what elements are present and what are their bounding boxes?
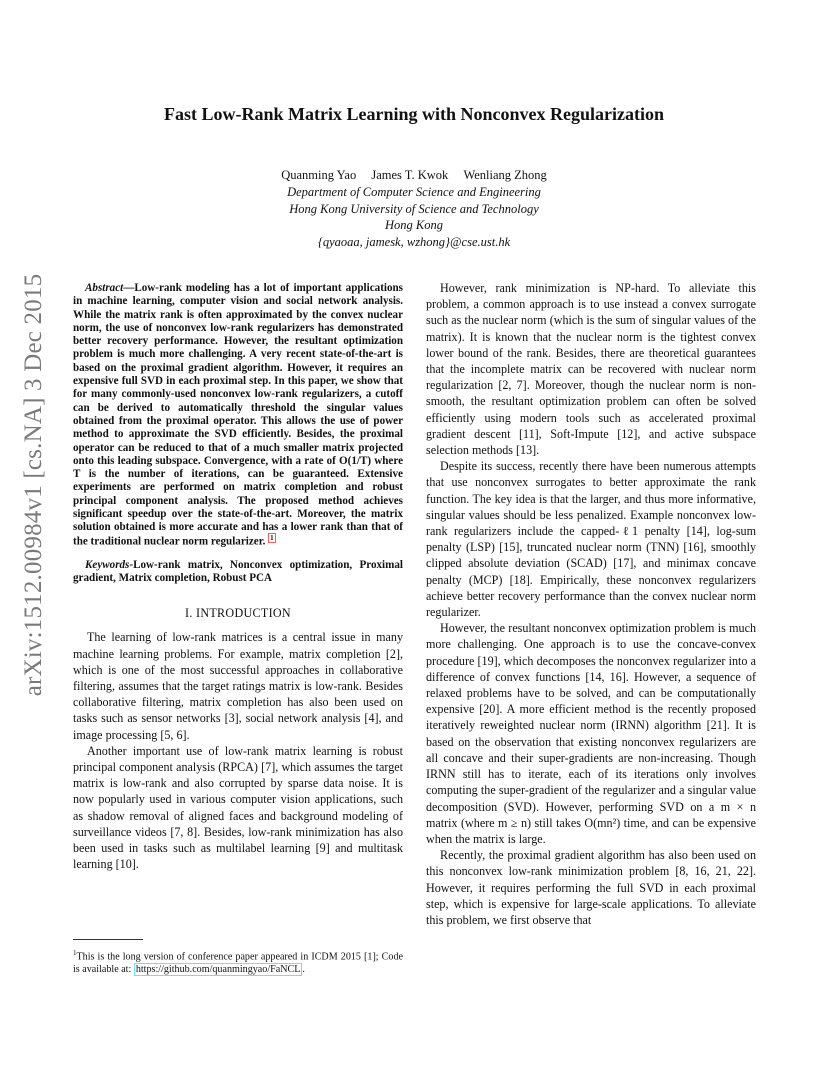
abstract-text: —Low-rank modeling has a lot of important applications in machine learning, computer vision and social network analysis. While the matrix rank is often approximated by the convex nuclear norm, the use of nonconvex low-rank regularizers has demonstrated better recovery performance. However, the resultant optimization problem is much more challenging. A very recent state-of-the-art is based on the proximal gradient algorithm. However, it requires an expensive full SVD in each proximal step. In this paper, we show that for many commonly-used nonconvex low-rank regularizers, a cutoff can be derived to automatically threshold the singular values obtained from the proximal operator. This allows the use of power method to approximate the SVD efficiently. Besides, the proximal operator can be reduced to that of a much smaller matrix projected onto this leading subspace. Convergence, with a rate of O(1/T) where T is the number of iterations, can be guaranteed. Extensive experiments are performed on matrix completion and robust principal component analysis. The proposed method achieves significant speedup over the state-of-the-art. Moreover, the matrix solution obtained is more accurate and has a lower rank than that of the traditional nuclear norm regularizer. [73, 282, 403, 548]
paragraph: The learning of low-rank matrices is a central issue in many machine learning problems. For example, matrix completion [2], which is one of the most successful approaches in collaborative filtering, assumes that the target ratings matrix is low-rank. Besides collaborative filtering, matrix completion has also been used on tasks such as sensor networks [3], social network analysis [4], and image processing [5, 6]. [73, 630, 403, 742]
section-number: I. [185, 606, 193, 621]
arxiv-watermark [14, 273, 54, 697]
abstract [73, 282, 403, 549]
paragraph: Recently, the proximal gradient algorithm has also been used on this nonconvex low-rank minimization problem [8, 16, 21, 22]. However, it requires performing the full SVD in each proximal step, which is expensive for large-scale applications. To alleviate this problem, we first observe that [426, 848, 756, 927]
code-link[interactable]: https://github.com/quanmingyao/FaNCL [135, 963, 301, 975]
author-name: Wenliang Zhong [463, 168, 547, 182]
paper-title: Fast Low-Rank Matrix Learning with Nonconvex Regularization [164, 104, 664, 124]
author-names [0, 167, 828, 184]
section-title: INTRODUCTION [196, 606, 291, 621]
footnote-end: . [302, 963, 305, 975]
author-name: James T. Kwok [371, 168, 449, 182]
paragraph: Despite its success, recently there have been numerous attempts that use nonconvex surrogates to better approximate the rank function. The key idea is that the larger, and thus more informative, singular values should be less penalized. Example nonconvex low-rank regularizers include the capped-ℓ1 penalty [14], log-sum penalty (LSP) [15], truncated nuclear norm (TNN) [16], smoothly clipped absolute deviation (SCAD) [17], and minimax concave penalty (MCP) [18]. Empirically, these nonconvex regularizers achieve better recovery performance than the convex nuclear norm regularizer. [426, 459, 756, 620]
left-column [73, 282, 403, 872]
affiliation-line: Department of Computer Science and Engineering [287, 184, 541, 199]
paragraph: Another important use of low-rank matrix learning is robust principal component analysis (RPCA) [7], which assumes the target matrix is low-rank and also corrupted by sparse data noise. It is now popularly used in various computer vision applications, such as shadow removal of aligned faces and background modeling of surveillance videos [7, 8]. Besides, low-rank minimization has also been used in tasks such as multilabel learning [9] and multitask learning [10]. [73, 743, 403, 872]
keywords-label: Keywords [85, 558, 130, 571]
keywords-text: -Low-rank matrix, Nonconvex optimization, Proximal gradient, Matrix completion, Robust PCA [73, 558, 403, 584]
footnote-mark[interactable]: 1 [270, 533, 274, 542]
author-name: Quanming Yao [281, 168, 357, 182]
section-heading [73, 605, 403, 621]
author-emails: {qyaoaa, jamesk, wzhong}@cse.ust.hk [317, 235, 511, 250]
keywords [73, 559, 403, 586]
affiliation-line: Hong Kong [385, 218, 443, 233]
arxiv-id: arXiv:1512.00984v1 [cs.NA] 3 Dec 2015 [20, 273, 47, 697]
footnote-rule [73, 939, 143, 940]
affiliation-line: Hong Kong University of Science and Technology [289, 201, 539, 216]
paragraph: However, rank minimization is NP-hard. To alleviate this problem, a common approach is to use instead a convex surrogate such as the nuclear norm (which is the sum of singular values of the matrix). It is known that the nuclear norm is the tightest convex lower bound of the rank. Besides, there are theoretical guarantees that the incomplete matrix can be recovered with nuclear norm regularization [2, 7]. Moreover, though the nuclear norm is non-smooth, the resultant optimization problem can often be solved efficiently using modern tools such as accelerated proximal gradient descent [11], Soft-Impute [12], and active subspace selection methods [13]. [426, 281, 756, 458]
footnote [73, 947, 403, 977]
abstract-label: Abstract [85, 282, 124, 294]
footnote-text: This is the long version of conference paper appeared in ICDM 2015 [1]; Code is available at: [73, 951, 403, 975]
author-block [0, 167, 828, 251]
right-column [426, 280, 756, 928]
paragraph: However, the resultant nonconvex optimization problem is much more challenging. One approach is to use the concave-convex procedure [19], which decomposes the nonconvex regularizer into a difference of convex functions [14, 16]. However, a sequence of relaxed problems have to be solved, and can be computationally expensive [20]. A more efficient method is the recently proposed iteratively reweighted nuclear norm (IRNN) algorithm [21]. It is based on the observation that existing nonconvex regularizers are all concave and their super-gradients are non-increasing. Though IRNN still has to iterate, each of its iterations only involves computing the super-gradient of the regularizer and a singular value decomposition (SVD). However, performing SVD on a m × n matrix (where m ≥ n) still takes O(mn²) time, and can be expensive when the matrix is large. [426, 621, 756, 846]
footnote-number: 1 [73, 949, 77, 957]
